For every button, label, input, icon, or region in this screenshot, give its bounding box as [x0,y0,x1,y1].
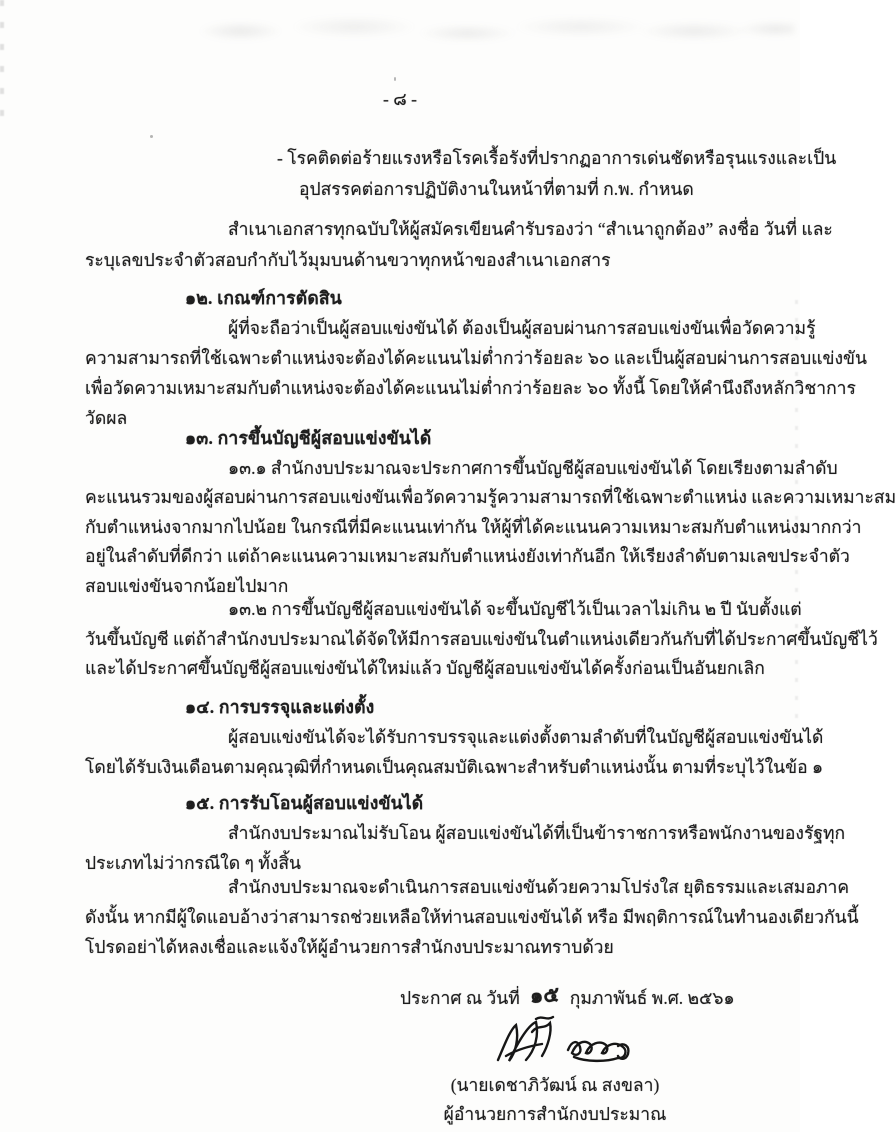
body-line: สำเนาเอกสารทุกฉบับให้ผู้สมัครเขียนคำรับรองว่า “สำเนาถูกต้อง” ลงชื่อ วันที่ และ [228,219,833,239]
announcement-date-line [400,982,800,1013]
body-line: อยู่ในลำดับที่ดีกว่า แต่ถ้าคะแนนความเหมาะสมกับตำแหน่งยังเท่ากันอีก ให้เรียงลำดับตามเลขประจำตัว [85,546,850,566]
body-line: ผู้ที่จะถือว่าเป็นผู้สอบแข่งขันได้ ต้องเป็นผู้สอบผ่านการสอบแข่งขันเพื่อวัดความรู้ [228,318,816,338]
section-13-item-2 [85,595,878,684]
body-line: สอบแข่งขันจากน้อยไปมาก [85,575,289,596]
date-prefix: ประกาศ ณ วันที่ [400,988,520,1008]
closing-paragraph [85,872,859,962]
bullet-line: อุปสรรคต่อการปฏิบัติงานในหน้าที่ตามที่ ก.พ. กำหนด [299,179,694,199]
signer-name: (นายเดชาภิวัฒน์ ณ สงขลา) [450,1075,660,1095]
section-12-heading: ๑๒. เกณฑ์การตัดสิน [185,288,342,308]
body-line: กับตำแหน่งจากมากไปน้อย ในกรณีที่มีคะแนนเท่ากัน ให้ผู้ที่ได้คะแนนความเหมาะสมกับตำแหน่งมากกว่า [85,516,862,537]
body-line: และได้ประกาศขึ้นบัญชีผู้สอบแข่งขันได้ใหม่แล้ว บัญชีผู้สอบแข่งขันได้ครั้งก่อนเป็นอันยกเลิก [85,658,765,678]
body-line: วัดผล [85,408,128,428]
section-13-heading: ๑๓. การขึ้นบัญชีผู้สอบแข่งขันได้ [185,428,432,448]
body-line: ประเภทไม่ว่ากรณีใด ๆ ทั้งสิ้น [85,853,301,873]
date-suffix: กุมภาพันธ์ พ.ศ. ๒๕๖๑ [569,988,735,1008]
section-13 [85,424,896,601]
scan-speck [150,135,153,138]
body-line: ดังนั้น หากมีผู้ใดแอบอ้างว่าสามารถช่วยเหลือให้ท่านสอบแข่งขันได้ หรือ มีพฤติการณ์ในทำนองเดียวกันนี้ [85,907,859,927]
section-14 [85,692,824,782]
scan-artifact-top [165,8,795,50]
copy-certification-paragraph [85,214,833,276]
signature-scribble [492,1016,642,1068]
body-line: ผู้สอบแข่งขันได้จะได้รับการบรรจุและแต่งตั้งตามลำดับที่ในบัญชีผู้สอบแข่งขันได้ [228,727,824,747]
body-line: ความสามารถที่ใช้เฉพาะตำแหน่งจะต้องได้คะแนนไม่ต่ำกว่าร้อยละ ๖๐ และเป็นผู้สอบผ่านการสอบแข่งขัน [85,348,867,368]
body-line: สำนักงบประมาณจะดำเนินการสอบแข่งขันด้วยความโปร่งใส ยุติธรรมและเสมอภาค [228,877,850,897]
signature-icon [492,1016,642,1068]
bullet-line: - โรคติดต่อร้ายแรงหรือโรคเรื้อรังที่ปรากฏอาการเด่นชัดหรือรุนแรงและเป็น [277,148,837,168]
scan-speck [394,77,396,81]
body-line: วันขึ้นบัญชี แต่ถ้าสำนักงบประมาณได้จัดให้มีการสอบแข่งขันในตำแหน่งเดียวกันกับที่ได้ประกาศขึ้นบัญชีไว้ [85,628,878,649]
signer-title: ผู้อำนวยการสำนักงบประมาณ [443,1104,667,1124]
body-line: โดยได้รับเงินเดือนตามคุณวุฒิที่กำหนดเป็นคุณสมบัติเฉพาะสำหรับตำแหน่งนั้น ตามที่ระบุไว้ในข้อ ๑ [85,757,824,777]
body-line: ๑๓.๑ สำนักงบประมาณจะประกาศการขึ้นบัญชีผู้สอบแข่งขันได้ โดยเรียงตามลำดับ [228,457,838,478]
page-number: - ๘ - [383,89,417,109]
body-line: สำนักงบประมาณไม่รับโอน ผู้สอบแข่งขันได้ที่เป็นข้าราชการหรือพนักงานของรัฐทุก [228,823,846,843]
body-line: ๑๓.๒ การขึ้นบัญชีผู้สอบแข่งขันได้ จะขึ้นบัญชีไว้เป็นเวลาไม่เกิน ๒ ปี นับตั้งแต่ [228,599,802,619]
section-15 [85,788,846,878]
date-day-handwritten: ๑๕ [529,982,560,1008]
section-12 [85,283,867,433]
body-line: โปรดอย่าได้หลงเชื่อและแจ้งให้ผู้อำนวยการสำนักงบประมาณทราบด้วย [85,937,614,957]
body-line: ระบุเลขประจำตัวสอบกำกับไว้มุมบนด้านขวาทุกหน้าของสำเนาเอกสาร [85,250,611,270]
section-14-heading: ๑๔. การบรรจุและแต่งตั้ง [185,697,375,717]
section-15-heading: ๑๕. การรับโอนผู้สอบแข่งขันได้ [185,793,424,813]
disease-bullet-item [85,143,837,205]
body-line: เพื่อวัดความเหมาะสมกับตำแหน่งจะต้องได้คะแนนไม่ต่ำกว่าร้อยละ ๖๐ ทั้งนี้ โดยให้คำนึงถึงหลักวิชาการ [85,378,856,398]
body-line: คะแนนรวมของผู้สอบผ่านการสอบแข่งขันเพื่อวัดความรู้ความสามารถที่ใช้เฉพาะตำแหน่ง และความเหมาะสม [85,487,896,507]
